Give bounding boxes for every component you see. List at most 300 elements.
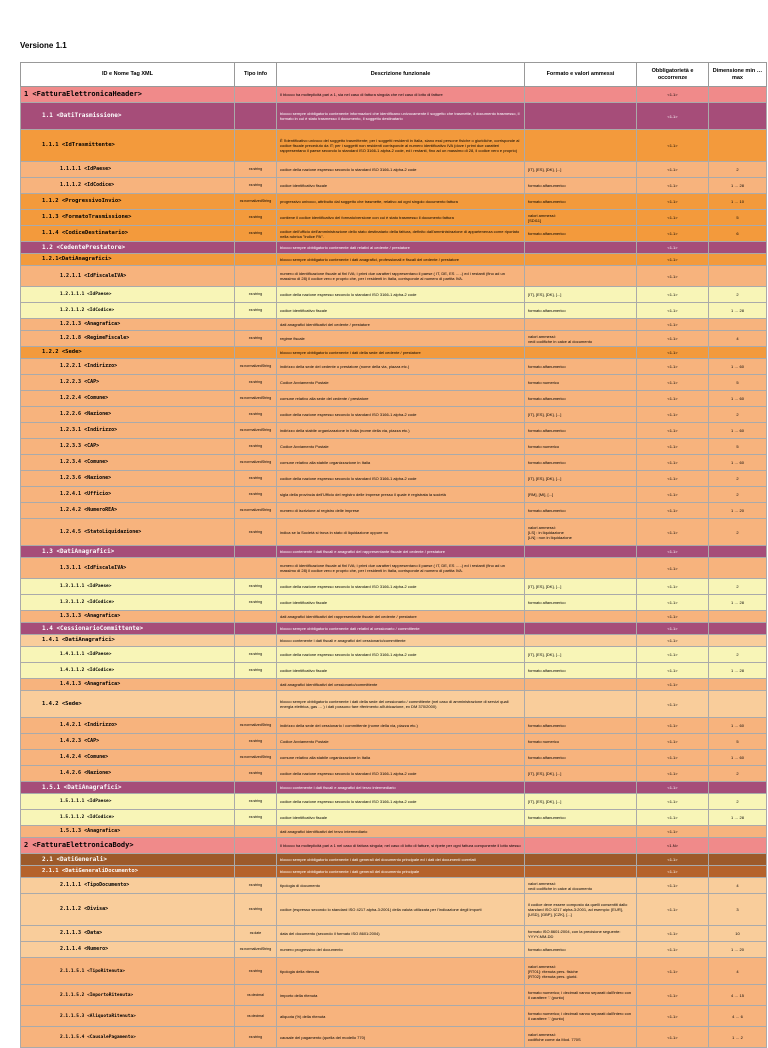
- dimension-cell: 1 … 60: [709, 391, 767, 407]
- dimension-cell: 1 … 10: [709, 194, 767, 210]
- tag-name-cell: [21, 985, 235, 1006]
- dimension-cell: 1 … 20: [709, 942, 767, 958]
- type-cell: xs:string: [235, 794, 277, 810]
- table-row: [21, 87, 767, 103]
- occurrence-cell: <1.1>: [637, 782, 709, 794]
- table-row: [21, 854, 767, 866]
- table-row: [21, 194, 767, 210]
- table-row: [21, 359, 767, 375]
- format-cell: [525, 347, 637, 359]
- tag-name-cell: [21, 647, 235, 663]
- format-cell: valori ammessi: vedi codifiche in calce al documento: [525, 331, 637, 347]
- occurrence-cell: <1.1>: [637, 1027, 709, 1048]
- description-cell: blocco sempre obbligatorio contenente i dati generali del documento principale ed i dati dei documenti correlati: [277, 854, 525, 866]
- occurrence-cell: <1.1>: [637, 331, 709, 347]
- description-cell: aliquota (%) della ritenuta: [277, 1006, 525, 1027]
- format-cell: formato alfanumerico: [525, 718, 637, 734]
- table-row: [21, 635, 767, 647]
- dimension-cell: 1 … 20: [709, 503, 767, 519]
- description-cell: Codice Avviamento Postale: [277, 439, 525, 455]
- table-row: [21, 985, 767, 1006]
- occurrence-cell: <1.1>: [637, 878, 709, 894]
- occurrence-cell: <1.1>: [637, 595, 709, 611]
- format-cell: valori ammessi: codifiche come da Mod. 770S: [525, 1027, 637, 1048]
- description-cell: codice della nazione espresso secondo lo standard ISO 3166-1 alpha-2 code: [277, 162, 525, 178]
- type-cell: [235, 635, 277, 647]
- tag-name: 1 <FatturaElettronicaHeader>: [24, 90, 143, 99]
- type-cell: xs:string: [235, 595, 277, 611]
- format-cell: [525, 546, 637, 558]
- tag-name-cell: [21, 130, 235, 162]
- occurrence-cell: <1.1>: [637, 103, 709, 130]
- format-cell: [IT], [ES], [DK], [...]: [525, 287, 637, 303]
- tag-name-cell: [21, 1006, 235, 1027]
- table-row: [21, 810, 767, 826]
- occurrence-cell: <1.1>: [637, 266, 709, 287]
- occurrence-cell: <1.1>: [637, 455, 709, 471]
- tag-name-cell: [21, 766, 235, 782]
- tag-name: 1.3.1.1.1 <IdPaese>: [60, 584, 112, 590]
- type-cell: [235, 611, 277, 623]
- tag-name-cell: [21, 87, 235, 103]
- type-cell: xs:string: [235, 647, 277, 663]
- tag-name: 1.3 <DatiAnagrafici>: [42, 547, 115, 555]
- format-cell: formato alfanumerico: [525, 595, 637, 611]
- tag-name: 1.2.3.1 <Indirizzo>: [60, 427, 118, 434]
- dimension-cell: 5: [709, 375, 767, 391]
- format-cell: [525, 854, 637, 866]
- dimension-cell: [709, 546, 767, 558]
- format-cell: [525, 679, 637, 691]
- tag-name-cell: [21, 854, 235, 866]
- tag-name: 1.2.4.5 <StatoLiquidazione>: [60, 528, 142, 535]
- type-cell: xs:string: [235, 303, 277, 319]
- type-cell: xs:string: [235, 579, 277, 595]
- table-row: [21, 794, 767, 810]
- description-cell: codice identificativo fiscale: [277, 303, 525, 319]
- tag-name-cell: [21, 838, 235, 854]
- format-cell: [525, 319, 637, 331]
- occurrence-cell: <1.1>: [637, 162, 709, 178]
- description-cell: codice della nazione espresso secondo lo standard ISO 3166-1 alpha-2 code: [277, 471, 525, 487]
- occurrence-cell: <1.1>: [637, 423, 709, 439]
- tag-name-cell: [21, 611, 235, 623]
- description-cell: blocco sempre obbligatorio contenente dati relativi al cedente / prestatore: [277, 242, 525, 254]
- description-cell: codice della nazione espresso secondo lo standard ISO 3166-1 alpha-2 code: [277, 579, 525, 595]
- type-cell: [235, 87, 277, 103]
- type-cell: xs:string: [235, 734, 277, 750]
- dimension-cell: [709, 866, 767, 878]
- type-cell: xs:string: [235, 162, 277, 178]
- description-cell: Il blocco ha molteplicità pari a 1 nel caso di fattura singola; nel caso di lotto di fatture, si ripete per ogni fattura componente il lotto stesso: [277, 838, 525, 854]
- format-cell: [IT], [ES], [DK], [...]: [525, 794, 637, 810]
- table-header: [21, 63, 767, 87]
- type-cell: xs:string: [235, 663, 277, 679]
- description-cell: dati anagrafici identificativi del cedente / prestatore: [277, 319, 525, 331]
- table-row: [21, 347, 767, 359]
- tag-name-cell: [21, 194, 235, 210]
- tag-name-cell: [21, 503, 235, 519]
- dimension-cell: [709, 130, 767, 162]
- format-cell: [525, 623, 637, 635]
- description-cell: numero di identificazione fiscale ai fini IVA; i primi due caratteri rappresentano il paese ( IT, DE, ES …..) ed i restanti (fino ad un massimo di 28) il codice vero e proprio che, per i residenti in Italia, corrisponde al numero di partita IVA.: [277, 266, 525, 287]
- tag-name: 1.4.2.1 <Indirizzo>: [60, 722, 118, 729]
- tag-name: 2.1 <DatiGenerali>: [42, 855, 108, 863]
- description-cell: codice dell'ufficio dell'amministrazione dello stato destinatario della fattura, definito dall'amministrazione di appartenenza come riportato nella rubrica "Indice PA".: [277, 226, 525, 242]
- type-cell: xs:normalizedString: [235, 718, 277, 734]
- description-cell: tipologia di documento: [277, 878, 525, 894]
- description-cell: blocco sempre obbligatorio contenente i dati generali del documento principale: [277, 866, 525, 878]
- tag-name-cell: [21, 303, 235, 319]
- dimension-cell: [709, 635, 767, 647]
- table-row: [21, 455, 767, 471]
- table-row: [21, 130, 767, 162]
- tag-name: 1.2.4.2 <NumeroREA>: [60, 507, 118, 514]
- dimension-cell: 2: [709, 287, 767, 303]
- tag-name-cell: [21, 266, 235, 287]
- table-row: [21, 487, 767, 503]
- table-row: [21, 595, 767, 611]
- dimension-cell: 4: [709, 331, 767, 347]
- dimension-cell: [709, 826, 767, 838]
- type-cell: xs:normalizedString: [235, 391, 277, 407]
- dimension-cell: 1 … 28: [709, 595, 767, 611]
- table-row: [21, 611, 767, 623]
- description-cell: codice identificativo fiscale: [277, 178, 525, 194]
- type-cell: xs:normalizedString: [235, 750, 277, 766]
- format-cell: formato alfanumerico: [525, 810, 637, 826]
- description-cell: blocco sempre obbligatorio contenente informazioni che identificano univocamente il soggetto che trasmette, il documento trasmesso, il formato in cui è stato trasmesso il documento, il soggetto destinatario: [277, 103, 525, 130]
- type-cell: xs:string: [235, 878, 277, 894]
- description-cell: codice identificativo fiscale: [277, 595, 525, 611]
- dimension-cell: 4 … 6: [709, 1006, 767, 1027]
- dimension-cell: [709, 854, 767, 866]
- description-cell: progressivo univoco, attribuito dal soggetto che trasmette, relativo ad ogni singolo documento fattura: [277, 194, 525, 210]
- type-cell: xs:normalizedString: [235, 194, 277, 210]
- occurrence-cell: <1.1>: [637, 679, 709, 691]
- type-cell: [235, 826, 277, 838]
- dimension-cell: 1 … 2: [709, 1027, 767, 1048]
- table-row: [21, 226, 767, 242]
- table-row: [21, 391, 767, 407]
- description-cell: tipologia della ritenuta: [277, 958, 525, 985]
- tag-name: 1.2.2.4 <Comune>: [60, 395, 109, 402]
- tag-name-cell: [21, 103, 235, 130]
- type-cell: xs:decimal: [235, 985, 277, 1006]
- tag-name-cell: [21, 331, 235, 347]
- description-cell: numero di iscrizione al registro delle imprese: [277, 503, 525, 519]
- tag-name-cell: [21, 487, 235, 503]
- format-cell: formato alfanumerico: [525, 359, 637, 375]
- tag-name: 1.4.1.1.2 <IdCodice>: [60, 668, 115, 674]
- table-row: [21, 319, 767, 331]
- format-cell: formato alfanumerico: [525, 663, 637, 679]
- occurrence-cell: <1.1>: [637, 303, 709, 319]
- type-cell: [235, 838, 277, 854]
- format-cell: [525, 558, 637, 579]
- dimension-cell: [709, 254, 767, 266]
- tag-name: 1.2.3.3 <CAP>: [60, 443, 100, 450]
- description-cell: sigla della provincia dell'Ufficio del registro delle imprese presso il quale è registrata la società: [277, 487, 525, 503]
- tag-name: 1.4.1.3 <Anagrafica>: [60, 681, 121, 688]
- tag-name: 1.2.1.1 <IdFiscaleIVA>: [60, 272, 127, 279]
- tag-name: 2 <FatturaElettronicaBody>: [24, 841, 134, 850]
- occurrence-cell: <1.1>: [637, 623, 709, 635]
- format-cell: [525, 826, 637, 838]
- table-row: [21, 423, 767, 439]
- dimension-cell: 5: [709, 210, 767, 226]
- table-row: [21, 210, 767, 226]
- occurrence-cell: <1.1>: [637, 854, 709, 866]
- description-cell: dati anagrafici identificativi del terzo intermediario: [277, 826, 525, 838]
- format-cell: [525, 254, 637, 266]
- occurrence-cell: <1.1>: [637, 242, 709, 254]
- type-cell: [235, 130, 277, 162]
- table-row: [21, 1006, 767, 1027]
- type-cell: xs:normalizedString: [235, 942, 277, 958]
- table-row: [21, 331, 767, 347]
- tag-name: 1.4.1 <DatiAnagrafici>: [42, 637, 115, 644]
- header-type: Tipo info: [235, 63, 277, 87]
- occurrence-cell: <1.1>: [637, 546, 709, 558]
- tag-name-cell: [21, 623, 235, 635]
- description-cell: blocco contenente i dati fiscali e anagrafici del cessionario/committente: [277, 635, 525, 647]
- tag-name-cell: [21, 942, 235, 958]
- type-cell: xs:string: [235, 487, 277, 503]
- format-cell: valori ammessi: vedi codifiche in calce al documento: [525, 878, 637, 894]
- dimension-cell: 5: [709, 439, 767, 455]
- format-cell: formato alfanumerico: [525, 423, 637, 439]
- format-cell: il codice deve essere composto da quelli consentiti dallo standard ISO 4217 alpha-3:2001, ad esempio: [EUR], [USD], [GBP], [CZK], [...]: [525, 894, 637, 926]
- occurrence-cell: <1.1>: [637, 734, 709, 750]
- format-cell: formato alfanumerico: [525, 391, 637, 407]
- type-cell: xs:decimal: [235, 1006, 277, 1027]
- description-cell: indirizzo della sede del cessionario / committente (nome della via, piazza etc.): [277, 718, 525, 734]
- tag-name-cell: [21, 558, 235, 579]
- format-cell: formato alfanumerico: [525, 226, 637, 242]
- format-cell: [IT], [ES], [DK], [...]: [525, 766, 637, 782]
- description-cell: dati anagrafici identificativi del cessionario/committente: [277, 679, 525, 691]
- tag-name-cell: [21, 782, 235, 794]
- table-row: [21, 838, 767, 854]
- description-cell: codice della nazione espresso secondo lo standard ISO 3166-1 alpha-2 code: [277, 794, 525, 810]
- type-cell: [235, 623, 277, 635]
- table-row: [21, 826, 767, 838]
- tag-name: 1.1.1 <IdTrasmittente>: [42, 142, 115, 149]
- tag-name: 1.2.2.1 <Indirizzo>: [60, 363, 118, 370]
- format-cell: [IT], [ES], [DK], [...]: [525, 162, 637, 178]
- occurrence-cell: <1.1>: [637, 210, 709, 226]
- occurrence-cell: <1.1>: [637, 87, 709, 103]
- occurrence-cell: <1.1>: [637, 471, 709, 487]
- table-row: [21, 663, 767, 679]
- tag-name-cell: [21, 750, 235, 766]
- table-row: [21, 647, 767, 663]
- table-row: [21, 691, 767, 718]
- format-cell: [IT], [ES], [DK], [...]: [525, 407, 637, 423]
- description-cell: codice identificativo fiscale: [277, 663, 525, 679]
- tag-name: 1.2.2.6 <Nazione>: [60, 411, 112, 418]
- table-body: [21, 87, 767, 1048]
- tag-table: [20, 62, 767, 1048]
- type-cell: [235, 691, 277, 718]
- type-cell: xs:string: [235, 1027, 277, 1048]
- tag-name: 1.3.1.1 <IdFiscaleIVA>: [60, 564, 127, 571]
- tag-name-cell: [21, 579, 235, 595]
- type-cell: xs:string: [235, 894, 277, 926]
- occurrence-cell: <1.1>: [637, 319, 709, 331]
- format-cell: formato alfanumerico: [525, 194, 637, 210]
- occurrence-cell: <1.1>: [637, 503, 709, 519]
- dimension-cell: 2: [709, 579, 767, 595]
- format-cell: [525, 242, 637, 254]
- occurrence-cell: <1.1>: [637, 130, 709, 162]
- table-row: [21, 750, 767, 766]
- tag-name: 1.1.3 <FormatoTrasmissione>: [42, 214, 132, 221]
- description-cell: comune relativo alla stabile organizzazione in Italia: [277, 750, 525, 766]
- description-cell: indica se la Società si trova in stato di liquidazione oppure no: [277, 519, 525, 546]
- occurrence-cell: <1.1>: [637, 611, 709, 623]
- description-cell: codice della nazione espresso secondo lo standard ISO 3166-1 alpha-2 code: [277, 407, 525, 423]
- dimension-cell: 2: [709, 407, 767, 423]
- tag-name: 1.1 <DatiTrasmissione>: [42, 112, 122, 120]
- description-cell: Codice Avviamento Postale: [277, 375, 525, 391]
- tag-name-cell: [21, 319, 235, 331]
- table-row: [21, 623, 767, 635]
- occurrence-cell: <1.1>: [637, 254, 709, 266]
- format-cell: [525, 130, 637, 162]
- occurrence-cell: <1.1>: [637, 194, 709, 210]
- table-row: [21, 766, 767, 782]
- dimension-cell: 2: [709, 647, 767, 663]
- occurrence-cell: <1.1>: [637, 663, 709, 679]
- format-cell: [525, 266, 637, 287]
- type-cell: [235, 679, 277, 691]
- occurrence-cell: <1.1>: [637, 718, 709, 734]
- format-cell: [525, 87, 637, 103]
- occurrence-cell: <1.1>: [637, 866, 709, 878]
- tag-name-cell: [21, 718, 235, 734]
- format-cell: formato alfanumerico: [525, 750, 637, 766]
- tag-name: 1.2 <CedentePrestatore>: [42, 243, 126, 251]
- header-dimension: Dimensione min … max: [709, 63, 767, 87]
- dimension-cell: [709, 266, 767, 287]
- dimension-cell: 1 … 60: [709, 750, 767, 766]
- dimension-cell: [709, 691, 767, 718]
- type-cell: [235, 546, 277, 558]
- description-cell: numero di identificazione fiscale ai fini IVA; i primi due caratteri rappresentano il paese ( IT, DE, ES …..) ed i restanti (fino ad un massimo di 28) il codice vero e proprio che, per i residenti in Italia, corrisponde al numero di partita IVA.: [277, 558, 525, 579]
- description-cell: blocco contenente i dati fiscali e anagrafici del terzo intermediario: [277, 782, 525, 794]
- description-cell: codice della nazione espresso secondo lo standard ISO 3166-1 alpha-2 code: [277, 287, 525, 303]
- dimension-cell: 10: [709, 926, 767, 942]
- type-cell: xs:normalizedString: [235, 359, 277, 375]
- description-cell: comune relativo alla sede del cedente / prestatore: [277, 391, 525, 407]
- format-cell: formato numerico: [525, 439, 637, 455]
- format-cell: valori ammessi: [SDI11]: [525, 210, 637, 226]
- type-cell: [235, 782, 277, 794]
- dimension-cell: 1 … 28: [709, 303, 767, 319]
- table-row: [21, 178, 767, 194]
- occurrence-cell: <1.1>: [637, 519, 709, 546]
- header-desc: Descrizione funzionale: [277, 63, 525, 87]
- type-cell: xs:date: [235, 926, 277, 942]
- tag-name-cell: [21, 546, 235, 558]
- description-cell: blocco sempre obbligatorio contenente i dati della sede del cessionario / committente (nel caso di amministrazione di servizi quali energia elettrica, gas … ) i dati possono fare riferimento all'ubicazione, ex DM 370/2000): [277, 691, 525, 718]
- tag-name: 1.4.2.6 <Nazione>: [60, 770, 112, 777]
- table-row: [21, 471, 767, 487]
- tag-name-cell: [21, 347, 235, 359]
- header-format: Formato e valori ammessi: [525, 63, 637, 87]
- table-row: [21, 718, 767, 734]
- occurrence-cell: <1.1>: [637, 794, 709, 810]
- occurrence-cell: <1.1>: [637, 766, 709, 782]
- type-cell: xs:normalizedString: [235, 455, 277, 471]
- type-cell: xs:normalizedString: [235, 423, 277, 439]
- dimension-cell: 1 … 28: [709, 178, 767, 194]
- tag-name-cell: [21, 391, 235, 407]
- dimension-cell: 1 … 60: [709, 359, 767, 375]
- description-cell: blocco sempre obbligatorio contenente i dati anagrafici, professionali e fiscali del cedente / prestatore: [277, 254, 525, 266]
- table-row: [21, 958, 767, 985]
- format-cell: [525, 691, 637, 718]
- tag-name: 1.4.1.1.1 <IdPaese>: [60, 652, 112, 658]
- table-row: [21, 926, 767, 942]
- dimension-cell: 1 … 28: [709, 810, 767, 826]
- tag-name: 1.2.2 <Sede>: [42, 349, 82, 356]
- occurrence-cell: <1.1>: [637, 407, 709, 423]
- dimension-cell: [709, 558, 767, 579]
- format-cell: [RM], [MI], [...]: [525, 487, 637, 503]
- description-cell: importo della ritenuta: [277, 985, 525, 1006]
- description-cell: data del documento (secondo il formato ISO 8601:2004): [277, 926, 525, 942]
- tag-name-cell: [21, 210, 235, 226]
- description-cell: regime fiscale: [277, 331, 525, 347]
- dimension-cell: 1 … 60: [709, 718, 767, 734]
- format-cell: [525, 635, 637, 647]
- occurrence-cell: <1.1>: [637, 558, 709, 579]
- tag-name-cell: [21, 455, 235, 471]
- table-row: [21, 287, 767, 303]
- table-row: [21, 942, 767, 958]
- format-cell: [525, 611, 637, 623]
- dimension-cell: 1 … 60: [709, 455, 767, 471]
- document-version: Versione 1.1: [20, 41, 67, 50]
- occurrence-cell: <1.1>: [637, 1006, 709, 1027]
- description-cell: codice identificativo fiscale: [277, 810, 525, 826]
- type-cell: xs:string: [235, 471, 277, 487]
- format-cell: [525, 838, 637, 854]
- type-cell: [235, 242, 277, 254]
- type-cell: xs:string: [235, 519, 277, 546]
- tag-name-cell: [21, 407, 235, 423]
- tag-name-cell: [21, 958, 235, 985]
- occurrence-cell: <1.1>: [637, 810, 709, 826]
- format-cell: formato ISO 8601:2004, con la precisione seguente: YYYY-MM-DD: [525, 926, 637, 942]
- occurrence-cell: <1.1>: [637, 926, 709, 942]
- tag-name-cell: [21, 794, 235, 810]
- tag-name-cell: [21, 439, 235, 455]
- occurrence-cell: <1.1>: [637, 579, 709, 595]
- dimension-cell: 6: [709, 226, 767, 242]
- table-row: [21, 503, 767, 519]
- type-cell: [235, 347, 277, 359]
- tag-name-cell: [21, 866, 235, 878]
- type-cell: xs:normalizedString: [235, 503, 277, 519]
- tag-name-cell: [21, 359, 235, 375]
- table-row: [21, 303, 767, 319]
- format-cell: [525, 866, 637, 878]
- occurrence-cell: <1.1>: [637, 391, 709, 407]
